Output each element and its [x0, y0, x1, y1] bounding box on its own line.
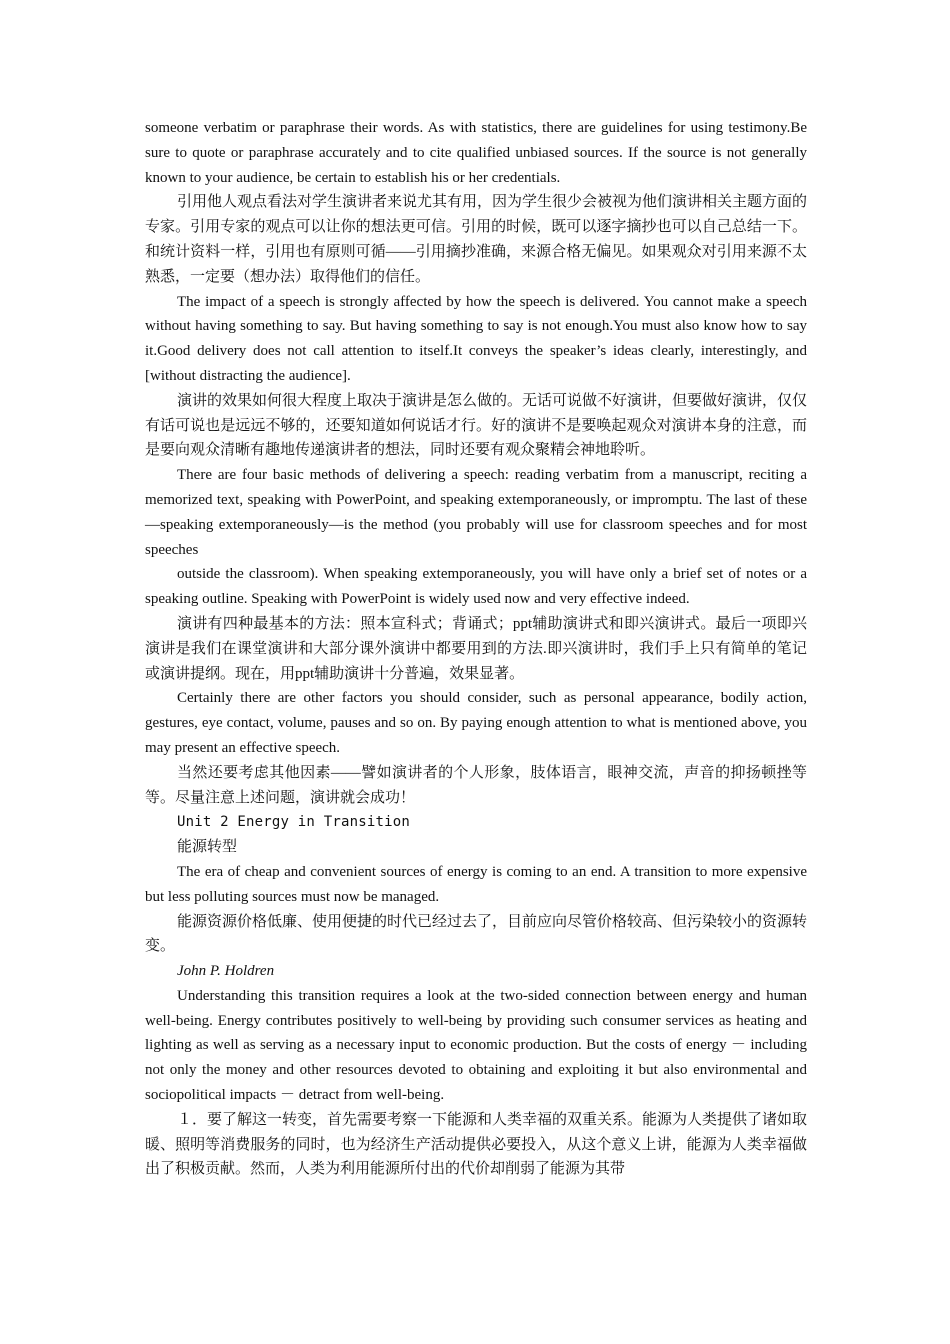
paragraph-testimony-en-continued: someone verbatim or paraphrase their words. As with statistics, there are guidelines for using testimony.Be sure to quote or paraphrase accurately and to cite qualified unbiased sources. If the source is not generally known to your audience, be certain to establish his or her credentials. [145, 120, 807, 186]
document-page [145, 116, 807, 1182]
paragraph-factors-zh: 当然还要考虑其他因素——譬如演讲者的个人形象，肢体语言，眼神交流，声音的抑扬顿挫等等。尽量注意上述问题，演讲就会成功！ [145, 764, 807, 806]
paragraph-methods-zh: 演讲有四种最基本的方法：照本宣科式；背诵式；ppt辅助演讲式和即兴演讲式。最后一项即兴演讲是我们在课堂演讲和大部分课外演讲中都要用到的方法.即兴演讲时，我们手上只有简单的笔记或演讲提纲。现在，用ppt辅助演讲十分普遍，效果显著。 [145, 615, 807, 682]
paragraph-delivery-zh: 演讲的效果如何很大程度上取决于演讲是怎么做的。无话可说做不好演讲，但要做好演讲，仅仅有话可说也是远远不够的，还要知道如何说话才行。好的演讲不是要唤起观众对演讲本身的注意，而是要向观众清晰有趣地传递演讲者的想法，同时还要有观众聚精会神地聆听。 [145, 392, 808, 459]
unit-heading: Unit 2 Energy in Transition [177, 814, 410, 831]
paragraph-factors-en: Certainly there are other factors you should consider, such as personal appearance, bodily action, gestures, eye contact, volume, pauses and so on. By paying enough attention to what is mentioned above, you may present an effective speech. [145, 690, 807, 756]
author-name: John P. Holdren [177, 963, 275, 980]
paragraph-methods-en: There are four basic methods of delivering a speech: reading verbatim from a manuscript, reciting a memorized text, speaking with PowerPoint, and speaking extemporaneously, or impromptu. The last of these—speaking extemporaneously—is the method (you probably will use for classroom speeches and for most speeches [145, 467, 807, 558]
paragraph-methods-en-continued: outside the classroom). When speaking extemporaneously, you will have only a brief set of notes or a speaking outline. Speaking with PowerPoint is widely used now and very effective indeed. [145, 566, 807, 608]
paragraph-testimony-zh: 引用他人观点看法对学生演讲者来说尤其有用，因为学生很少会被视为他们演讲相关主题方面的专家。引用专家的观点可以让你的想法更可信。引用的时候，既可以逐字摘抄也可以自己总结一下。和统计资料一样，引用也有原则可循——引用摘抄准确，来源合格无偏见。如果观众对引用来源不太熟悉，一定要（想办法）取得他们的信任。 [145, 194, 808, 285]
paragraph-delivery-en: The impact of a speech is strongly affected by how the speech is delivered. You cannot make a speech without having something to say. But having something to say is not enough.You must also know how to say it.Good delivery does not call attention to itself.It conveys the speaker’s ideas clearly, interestingly, and [without distracting the audience]. [145, 293, 807, 384]
paragraph-wellbeing-en: Understanding this transition requires a look at the two-sided connection between energy and human well-being. Energy contributes positively to well-being by providing such consumer services as heating and lighting as well as serving as a necessary input to economic production. But the costs of energy － including not only the money and other resources devoted to obtaining and exploiting it but also environmental and sociopolitical impacts － detract from well-being. [145, 987, 807, 1104]
unit-heading-zh: 能源转型 [177, 839, 238, 856]
paragraph-wellbeing-zh: １．要了解这一转变，首先需要考察一下能源和人类幸福的双重关系。能源为人类提供了诸如取暖、照明等消费服务的同时，也为经济生产活动提供必要投入，从这个意义上讲，能源为人类幸福做出了积极贡献。然而，人类为利用能源所付出的代价却削弱了能源为其带 [145, 1111, 808, 1178]
paragraph-intro-zh: 能源资源价格低廉、使用便捷的时代已经过去了，目前应向尽管价格较高、但污染较小的资源转变。 [145, 913, 808, 955]
paragraph-intro-en: The era of cheap and convenient sources of energy is coming to an end. A transition to more expensive but less polluting sources must now be managed. [145, 863, 807, 905]
